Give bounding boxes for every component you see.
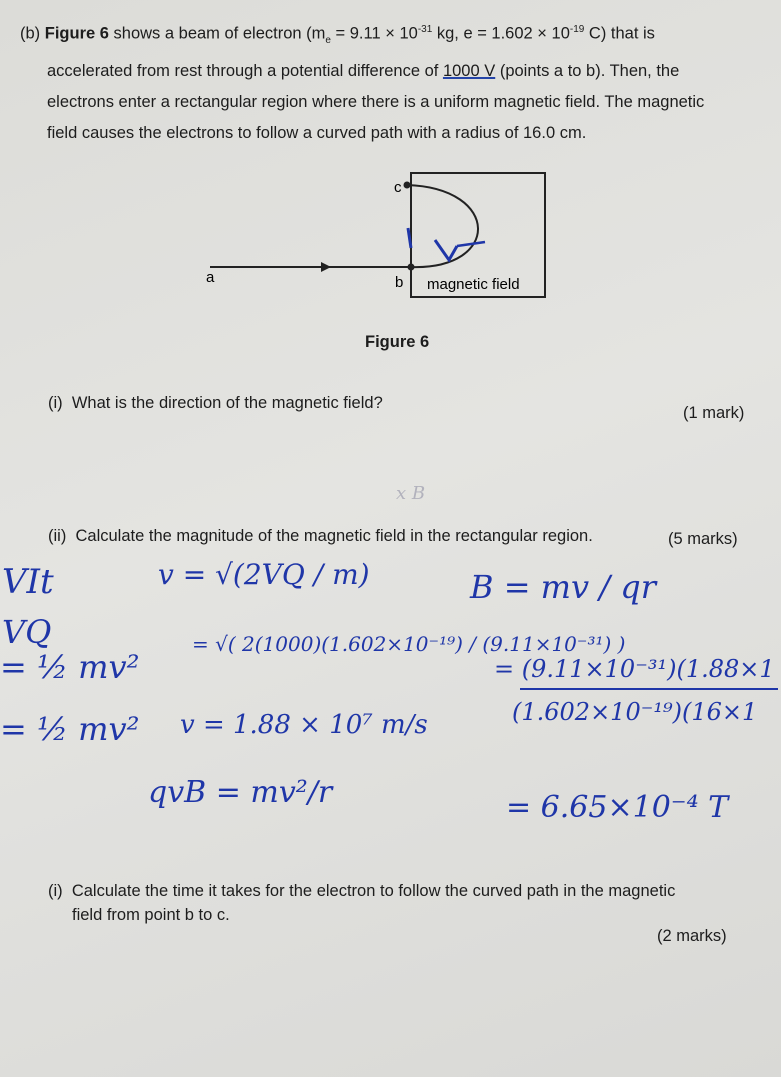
part-i-marks: (1 mark) (683, 404, 745, 422)
handwriting-b-result: = 6.65×10⁻⁴ T (506, 790, 729, 825)
exponent-electron-mass: -31 (417, 24, 433, 35)
handwriting-force-balance: qvB = mv²/r (148, 775, 333, 810)
handwriting-kinetic-energy: = ½ mv² (0, 648, 140, 686)
part-ii-label: (ii) (48, 527, 67, 545)
figure-6-diagram (195, 168, 555, 303)
handwriting-b-formula: B = mv / qr (470, 568, 656, 606)
part-i-question (48, 388, 383, 419)
point-c-dot (404, 182, 411, 189)
question-b-text: shows a beam of electron (m (108, 24, 326, 43)
handwriting-vit: VIt (2, 562, 54, 602)
question-b-label: (b) (20, 24, 41, 43)
voltage-value: 1000 V (442, 61, 496, 80)
handwriting-vq: VQ (2, 613, 52, 651)
part-i-label: (i) (48, 394, 63, 412)
question-b-text: accelerated from rest through a potential difference of (47, 61, 443, 80)
question-b-text: C) that is (584, 24, 655, 43)
part-iii-label: (i) (48, 882, 63, 900)
faint-note: x B (396, 483, 426, 504)
handwriting-velocity-result: v = 1.88 × 10⁷ m/s (180, 710, 428, 740)
point-b-dot (408, 264, 415, 271)
handwriting-b-numerator: = (9.11×10⁻³¹)(1.88×1 (494, 655, 775, 683)
part-ii-text: Calculate the magnitude of the magnetic field in the rectangular region. (75, 527, 593, 545)
handwritten-arrow-mark (435, 240, 457, 260)
part-i-text: What is the direction of the magnetic field? (71, 394, 383, 412)
exponent-electron-charge: -19 (569, 24, 585, 35)
part-ii-question (48, 521, 593, 552)
handwriting-b-denominator: (1.602×10⁻¹⁹)(16×1 (512, 698, 758, 726)
handwriting-velocity-formula: v = √(2VQ / m) (158, 558, 370, 591)
handwriting-velocity-substitution: = √( 2(1000)(1.602×10⁻¹⁹) / (9.11×10⁻³¹) ) (192, 632, 626, 656)
part-ii-marks: (5 marks) (668, 530, 738, 548)
question-b-text: (points a to b). Then, the (495, 61, 680, 80)
magnetic-field-label: magnetic field (427, 276, 520, 293)
part-iii-text-line1: Calculate the time it takes for the electron to follow the curved path in the magnetic (71, 882, 676, 900)
label-point-b: b (395, 274, 404, 291)
figure-reference: Figure 6 (44, 24, 109, 43)
question-b-text: = 9.11 × 10 (330, 24, 418, 43)
question-b-text: kg, e = 1.602 × 10 (432, 24, 570, 43)
question-b-line3: electrons enter a rectangular region where there is a uniform magnetic field. The magnetic (47, 92, 705, 111)
label-point-c: c (394, 179, 402, 196)
subscript-e: e (325, 34, 331, 46)
part-iii-marks: (2 marks) (657, 927, 727, 945)
handwritten-arrow-mark (457, 242, 485, 246)
question-b-line4: field causes the electrons to follow a curved path with a radius of 16.0 cm. (47, 123, 587, 142)
handwriting-kinetic-energy-repeat: = ½ mv² (0, 710, 140, 748)
handwriting-fraction-bar (520, 688, 778, 690)
label-point-a: a (206, 269, 215, 286)
curved-path (407, 185, 478, 267)
part-iii-text-line2: field from point b to c. (72, 906, 230, 924)
question-b-paragraph (20, 14, 768, 149)
beam-arrow (321, 262, 331, 272)
figure-caption: Figure 6 (365, 333, 430, 351)
